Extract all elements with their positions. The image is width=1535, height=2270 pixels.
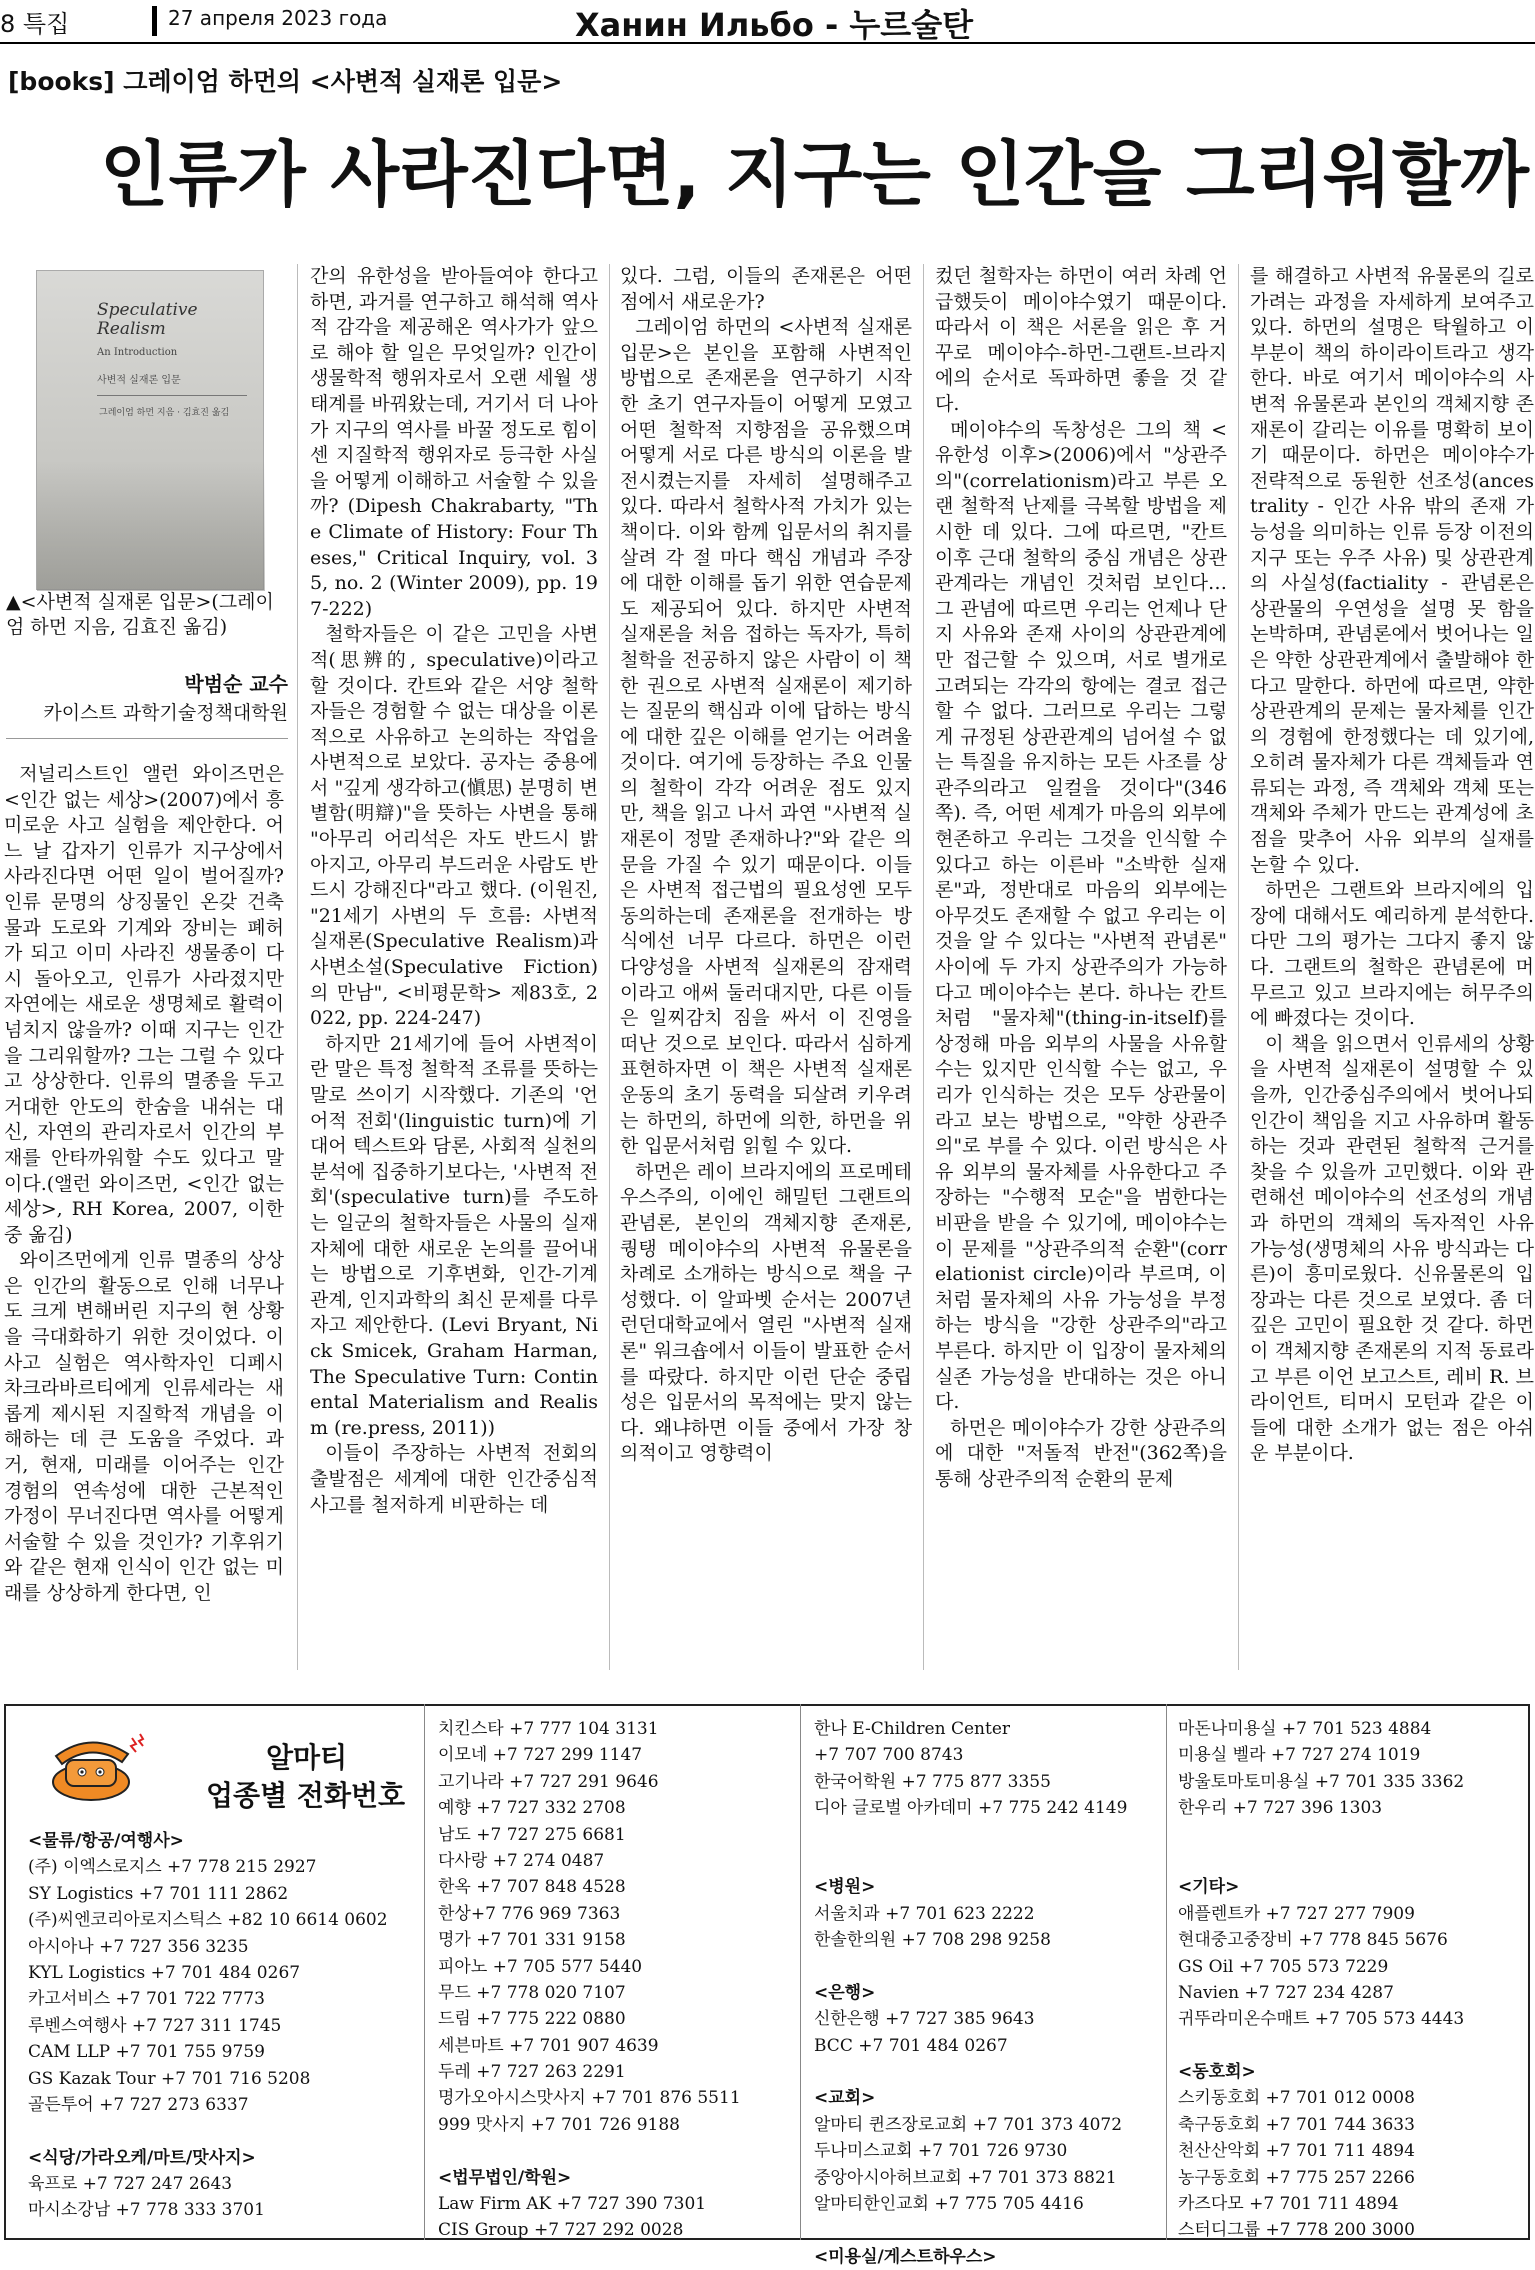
paragraph: 있다. 그럼, 이들의 존재론은 어떤 점에서 새로운가? [620, 265, 912, 313]
directory-category: <동호회> [1178, 2062, 1256, 2083]
directory-entry: 드림 +7 775 222 0880 [438, 2009, 626, 2030]
directory-divider [424, 1704, 425, 2240]
directory-entry: 한옥 +7 707 848 4528 [438, 1877, 626, 1898]
author-name: 박범순 교수 [184, 672, 288, 696]
directory-entry: +7 707 700 8743 [814, 1745, 964, 1766]
directory-spacer [1178, 1822, 1528, 1848]
page-header [0, 0, 1535, 44]
directory-entry: 스터디그룹 +7 778 200 3000 [1178, 2220, 1415, 2241]
directory-entry: 피아노 +7 705 577 5440 [438, 1956, 643, 1977]
directory-entry: KYL Logistics +7 701 484 0267 [28, 1962, 301, 1983]
article-column-1 [4, 762, 284, 1670]
directory-category: <식당/가라오케/마트/맛사지> [28, 2147, 256, 2168]
directory-entry: 치킨스타 +7 777 104 3131 [438, 1719, 659, 1739]
paragraph: 하지만 21세기에 들어 사변적이란 말은 특정 철학적 조류를 뜻하는 말로 쓰이기 시작했다. 기존의 '언어적 전회'(linguistic turn)에 기대어 텍스트와 담론, 사회적 실천의 분석에 집중하기보다는, '사변적 전회'(speculative turn)를 주도하는 일군의 철학자들은 사물의 실재 자체에 대한 새로운 논의를 끌어내는 방법으로 기후변화, 인간-기계 관계, 인지과학의 최신 문제를 다루자고 제안한다. (Levi Bryant, Nick Smicek, Graham Harman, The Speculative Turn: Continental Materialism and Realism (re.press, 2011)) [310, 1032, 598, 1439]
directory-spacer [28, 2118, 428, 2144]
paragraph: 간의 유한성을 받아들여야 한다고 하면, 과거를 연구하고 해석해 역사적 감각을 제공해온 역사가가 앞으로 해야 할 일은 무엇일까? 인간이 생물학적 행위자로서 오랜 세월 생태계를 바꿔왔는데, 거기서 더 나아가 지구의 역사를 바꿀 정도로 힘이 센 지질학적 행위자로 등극한 사실을 어떻게 이해하고 서술할 수 있을까? (Dipesh Chakrabarty, "The Climate of History: Four Theses," Critical Inquiry, vol. 35, no. 2 (Winter 2009), pp. 197-222) [310, 265, 598, 620]
directory-category: <은행> [814, 1982, 876, 2003]
directory-entry: 한우리 +7 727 396 1303 [1178, 1798, 1383, 1819]
directory-spacer [1178, 2033, 1528, 2059]
cover-title: Speculative Realism [97, 300, 198, 339]
directory-spacer [814, 2059, 1174, 2085]
paragraph: 그레이엄 하먼의 <사변적 실재론 입문>은 본인을 포함해 사변적인 방법으로 존재론을 연구하기 시작한 초기 연구자들이 어떻게 모였고 어떤 철학적 지향점을 공유했으며 어떻게 서로 다른 방식의 이론을 발전시켰는지를 자세히 설명해주고 있다. 따라서 철학사적 가치가 있는 책이다. 이와 함께 입문서의 취지를 살려 각 절 마다 핵심 개념과 주장에 대한 이해를 돕기 위한 연습문제도 제공되어 있다. 하지만 사변적 실재론을 처음 접하는 독자가, 특히 철학을 전공하지 않은 사람이 이 책 한 권으로 사변적 실재론이 제기하는 질문의 핵심과 이에 답하는 방식에 대한 깊은 이해를 얻기는 어려울 것이다. 여기에 등장하는 주요 인물의 철학이 각각 어려운 점도 있지만, 책을 읽고 나서 과연 "사변적 실재론이 정말 존재하나?"와 같은 의문을 가질 수 있기 때문이다. 이들은 사변적 접근법의 필요성엔 모두 동의하는데 존재론을 전개하는 방식에선 너무 다르다. 하먼은 이런 다양성을 사변적 실재론의 잠재력이라고 애써 둘러대지만, 다른 이들은 일찌감치 짐을 싸서 이 진영을 떠난 것으로 보인다. 따라서 심하게 표현하자면 이 책은 사변적 실재론 운동의 초기 동력을 되살려 키우려는 하먼의, 하먼에 의한, 하먼을 위한 입문서처럼 읽힐 수 있다. [620, 316, 912, 1158]
directory-title: 업종별 전화번호 [206, 1779, 406, 1812]
column-divider [1238, 264, 1239, 1670]
directory-entry: 농구동호회 +7 775 257 2266 [1178, 2167, 1415, 2188]
directory-entry: 방울토마토미용실 +7 701 335 3362 [1178, 1771, 1465, 1792]
directory-entry: 다사랑 +7 274 0487 [438, 1850, 605, 1871]
column-divider [297, 264, 298, 1670]
directory-category: <미용실/게스트하우스> [814, 2246, 997, 2267]
photo-caption: ▲<사변적 실재론 입문>(그레이엄 하먼 지음, 김효진 옮김) [6, 591, 274, 638]
directory-entry: 두레 +7 727 263 2291 [438, 2062, 626, 2083]
directory-entry: 루벤스여행사 +7 727 311 1745 [28, 2015, 282, 2036]
paragraph: 하먼은 레이 브라지에의 프로메테우스주의, 이에인 해밀턴 그랜트의 관념론, 본인의 객체지향 존재론, 퀑탱 메이야수의 사변적 유물론을 차례로 소개하는 방식으로 책을 구성했다. 이 알파벳 순서는 2007년 런던대학교에서 열린 "사변적 실재론" 워크숍에서 이들이 발표한 순서를 따랐다. 하지만 이런 단순 중립성은 입문서의 목적에는 맞지 않는다. 왜냐하면 이들 중에서 가장 창의적이고 영향력이 [620, 1160, 912, 1465]
directory-entry: 현대중고중장비 +7 778 845 5676 [1178, 1930, 1448, 1951]
directory-entry: 골든투어 +7 727 273 6337 [28, 2094, 249, 2115]
directory-entry: 세븐마트 +7 701 907 4639 [438, 2035, 659, 2056]
header-divider [152, 6, 157, 36]
book-cover-image [36, 270, 264, 590]
directory-entry: 디아 글로벌 아카데미 +7 775 242 4149 [814, 1798, 1128, 1819]
directory-entry: 미용실 벨라 +7 727 274 1019 [1178, 1745, 1421, 1766]
directory-entry: BCC +7 701 484 0267 [814, 2035, 1008, 2056]
directory-entry: (주)씨엔코리아로지스틱스 +82 10 6614 0602 [28, 1910, 388, 1931]
directory-spacer [1178, 1848, 1528, 1874]
directory-entry: 알마티한인교회 +7 775 705 4416 [814, 2194, 1084, 2215]
article-column-4 [935, 264, 1227, 1670]
directory-entry: 무드 +7 778 020 7107 [438, 1982, 626, 2003]
paragraph: 와이즈먼에게 인류 멸종의 상상은 인간의 활동으로 인해 너무나도 크게 변해버린 지구의 현 상황을 극대화하기 위한 것이었다. 이 사고 실험은 역사학자인 디페시 차크라바르티에게 인류세라는 새롭게 제시된 지질학적 개념을 이해하는 데 큰 도움을 주었다. 과거, 현재, 미래를 이어주는 인간 경험의 연속성에 대한 근본적인 가정이 무너진다면 역사를 어떻게 서술할 수 있을 것인가? 기후위기와 같은 현재 인식이 인간 없는 미래를 상상하게 한다면, 인 [4, 1249, 284, 1604]
directory-spacer [814, 1848, 1174, 1874]
directory-spacer [814, 1822, 1174, 1848]
directory-entry: 999 맛사지 +7 701 726 9188 [438, 2114, 680, 2135]
page-number: 8 특집 [0, 10, 70, 38]
directory-entry: 한솔한의원 +7 708 298 9258 [814, 1930, 1051, 1951]
cover-shadow [37, 461, 265, 591]
article-column-2 [310, 264, 598, 1670]
directory-entry: Law Firm AK +7 727 390 7301 [438, 2194, 707, 2215]
directory-entry: 카고서비스 +7 701 722 7773 [28, 1989, 265, 2010]
directory-entry: 스키동호회 +7 701 012 0008 [1178, 2088, 1415, 2109]
directory-entry: CIS Group +7 727 292 0028 [438, 2220, 684, 2241]
directory-header [26, 1714, 416, 1814]
directory-entry: GS Kazak Tour +7 701 716 5208 [28, 2068, 311, 2089]
directory-entry: 예향 +7 727 332 2708 [438, 1798, 626, 1819]
directory-entry: 신한은행 +7 727 385 9643 [814, 2009, 1035, 2030]
directory-entry: 이모네 +7 727 299 1147 [438, 1745, 643, 1766]
column-divider [923, 264, 924, 1670]
directory-entry: 한상+7 776 969 7363 [438, 1903, 621, 1924]
directory-column-3 [814, 1716, 1174, 2267]
cover-subtitle: An Introduction [97, 347, 178, 358]
directory-entry: 두나미스교회 +7 701 726 9730 [814, 2141, 1068, 2162]
author-affiliation: 카이스트 과학기술정책대학원 [43, 702, 288, 724]
directory-column-2 [438, 1716, 798, 2241]
directory-entry: CAM LLP +7 701 755 9759 [28, 2042, 265, 2063]
directory-entry: 중앙아시아허브교회 +7 701 373 8821 [814, 2167, 1117, 2188]
directory-title-city: 알마티 [266, 1741, 348, 1774]
cover-author: 그레이엄 하먼 지음 · 김효진 옮김 [99, 408, 230, 418]
directory-entry: 한국어학원 +7 775 877 3355 [814, 1771, 1051, 1792]
directory-entry: 아시아나 +7 727 356 3235 [28, 1936, 249, 1957]
directory-column-1 [28, 1828, 428, 2236]
directory-category: <법무법인/학원> [438, 2167, 572, 2188]
paragraph: 하먼은 메이야수가 강한 상관주의에 대한 "저돌적 반전"(362쪽)을 통해 상관주의적 순환의 문제 [935, 1416, 1227, 1490]
article-column-3 [620, 264, 912, 1670]
issue-date: 27 апреля 2023 года [168, 6, 388, 30]
directory-divider [1166, 1704, 1167, 2240]
directory-divider [800, 1704, 801, 2240]
cover-title-ko: 사변적 실재론 입문 [97, 375, 181, 386]
directory-entry: 남도 +7 727 275 6681 [438, 1824, 626, 1845]
paragraph: 메이야수의 독창성은 그의 책 <유한성 이후>(2006)에서 "상관주의"(correlationism)라고 부른 오랜 철학적 난제를 극복할 방법을 제시한 데 있다. 그에 따르면, "칸트 이후 근대 철학의 중심 개념은 상관관계라는 개념인 것처럼 보인다…그 관념에 따르면 우리는 언제나 단지 사유와 존재 사이의 상관관계에만 접근할 수 있으며, 서로 별개로 고려되는 각각의 항에는 결코 접근할 수 없다. 그러므로 우리는 그렇게 규정된 상관관계의 넘어설 수 없는 특질을 유지하는 모든 사조를 상관주의라고 일컬을 것이다"(346쪽). 즉, 어떤 세계가 마음의 외부에 현존하고 우리는 그것을 인식할 수 있다고 하는 이른바 "소박한 실재론"과, 정반대로 마음의 외부에는 아무것도 존재할 수 없고 우리는 이것을 알 수 있다는 "사변적 관념론" 사이에 두 가지 상관주의가 가능하다고 메이야수는 본다. 하나는 칸트처럼 "물자체"(thing-in-itself)를 상정해 마음 외부의 사물을 사유할 수는 있지만 인식할 수는 없고, 우리가 인식하는 것은 모두 상관물이라고 보는 방법으로, "약한 상관주의"로 부를 수 있다. 이런 방식은 사유 외부의 물자체를 사유한다고 주장하는 "수행적 모순"을 범한다는 비판을 받을 수 있기에, 메이야수는 이 문제를 "상관주의적 순환"(correlationist circle)이라 부르며, 이처럼 물자체의 사유 가능성을 부정하는 방식을 "강한 상관주의"라고 부른다. 하지만 이 입장이 물자체의 실존 가능성을 반대하는 것은 아니다. [935, 418, 1227, 1414]
paragraph: 철학자들은 이 같은 고민을 사변적(思辨的, speculative)이라고 할 것이다. 칸트와 같은 서양 철학자들은 경험할 수 없는 대상을 이론적으로 사유하고 논의하는 작업을 사변적으로 보았다. 공자는 중용에서 "깊게 생각하고(愼思) 분명히 변별함(明辯)"을 뜻하는 사변을 통해 "아무리 어리석은 자도 반드시 밝아지고, 아무리 부드러운 사람도 반드시 강해진다"라고 했다. (이원진, "21세기 사변의 두 흐름: 사변적 실재론(Speculative Realism)과 사변소설(Speculative Fiction)의 만남", <비평문학> 제83호, 2022, pp. 224-247) [310, 623, 598, 1030]
directory-entry: 육프로 +7 727 247 2643 [28, 2174, 233, 2195]
directory-entry: 명가오아시스맛사지 +7 701 876 5511 [438, 2088, 741, 2109]
directory-category: <물류/항공/여행사> [28, 1831, 184, 1851]
directory-entry: 서울치과 +7 701 623 2222 [814, 1903, 1035, 1924]
directory-entry: 애플렌트카 +7 727 277 7909 [1178, 1903, 1415, 1924]
directory-entry: 귀뚜라미온수매트 +7 705 573 4443 [1178, 2009, 1465, 2030]
paragraph: 이들이 주장하는 사변적 전회의 출발점은 세계에 대한 인간중심적 사고를 철저하게 비판하는 데 [310, 1442, 598, 1516]
directory-entry: 알마티 퀸즈장로교회 +7 701 373 4072 [814, 2114, 1123, 2135]
directory-category: <기타> [1178, 1877, 1240, 1898]
directory-entry: SY Logistics +7 701 111 2862 [28, 1883, 289, 1904]
paragraph: 를 해결하고 사변적 유물론의 길로 가려는 과정을 자세하게 보여주고 있다. 하먼의 설명은 탁월하고 이 부분이 책의 하이라이트라고 생각한다. 바로 여기서 메이야수의 사변적 유물론과 본인의 객체지향 존재론이 갈리는 이유를 명확히 보이기 때문이다. 하먼은 메이야수가 전략적으로 동원한 선조성(ancestrality - 인간 사유 밖의 존재 가능성을 의미하는 인류 등장 이전의 지구 또는 우주 사유) 및 상관관계의 사실성(factiality - 관념론은 상관물의 우연성을 설명 못 함을 논박하며, 관념론에서 벗어나는 일은 약한 상관관계에서 출발해야 한다고 말한다. 하먼에 따르면, 약한 상관관계의 문제는 물자체를 인간의 경험에 한정했다는 데 있기에, 오히려 물자체가 다른 객체들과 연류되는 과정, 즉 객체와 객체 또는 객체와 주체가 만드는 관계성에 초점을 맞추어 사유 외부의 실재를 논할 수 있다. [1250, 265, 1534, 876]
column-divider [609, 264, 610, 1670]
directory-entry: (주) 이엑스로지스 +7 778 215 2927 [28, 1857, 317, 1878]
phone-mascot-icon [36, 1730, 146, 1804]
directory-column-4 [1178, 1716, 1528, 2241]
directory-entry: 카즈다모 +7 701 711 4894 [1178, 2194, 1399, 2215]
paragraph: 하먼은 그랜트와 브라지에의 입장에 대해서도 예리하게 분석한다. 다만 그의 평가는 그다지 좋지 않다. 그랜트의 철학은 관념론에 머무르고 있고 브라지에는 허무주의에 빠졌다는 것이다. [1250, 879, 1534, 1030]
article-kicker: [books] 그레이엄 하먼의 <사변적 실재론 입문> [8, 67, 563, 96]
byline-rule [6, 738, 288, 739]
directory-entry: GS Oil +7 705 573 7229 [1178, 1956, 1389, 1977]
directory-spacer [814, 1954, 1174, 1980]
directory-entry: Navien +7 727 234 4287 [1178, 1982, 1394, 2003]
article-column-5 [1250, 264, 1534, 1670]
directory-entry: 축구동호회 +7 701 744 3633 [1178, 2114, 1415, 2135]
paragraph: 저널리스트인 앨런 와이즈먼은 <인간 없는 세상>(2007)에서 흥미로운 사고 실험을 제안한다. 어느 날 갑자기 인류가 지구상에서 사라진다면 어떤 일이 벌어질까? 인류 문명의 상징물인 온갖 건축물과 도로와 기계와 장비는 폐허가 되고 이미 사라진 생물종이 다시 돌아오고, 인류가 사라졌지만 자연에는 새로운 생명체로 활력이 넘치지 않을까? 이때 지구는 인간을 그리워할까? 그는 그럴 수 있다고 상상한다. 인류의 멸종을 두고 거대한 안도의 한숨을 내쉬는 대신, 자연의 관리자로서 인간의 부재를 안타까워할 수도 있다고 말이다.(앨런 와이즈먼, <인간 없는 세상>, RH Korea, 2007, 이한중 옮김) [4, 763, 284, 1246]
directory-entry: 고기나라 +7 727 291 9646 [438, 1771, 659, 1792]
directory-entry: 마돈나미용실 +7 701 523 4884 [1178, 1719, 1432, 1739]
directory-entry: 한나 E-Children Center [814, 1719, 1011, 1739]
directory-spacer [438, 2138, 798, 2164]
newspaper-name: Ханин Ильбо - 누르술탄 [575, 6, 974, 44]
directory-category: <교회> [814, 2088, 876, 2109]
article-headline: 인류가 사라진다면, 지구는 인간을 그리워할까 [100, 133, 1529, 216]
phone-directory [4, 1704, 1530, 2267]
paragraph: 컸던 철학자는 하먼이 여러 차례 언급했듯이 메이야수였기 때문이다. 따라서 이 책은 서론을 읽은 후 거꾸로 메이야수-하먼-그랜트-브라지에의 순서로 독파하면 좋을 것 같다. [935, 265, 1227, 415]
directory-entry: 명가 +7 701 331 9158 [438, 1930, 626, 1951]
directory-category: <병원> [814, 1877, 876, 1898]
paragraph: 이 책을 읽으면서 인류세의 상황을 사변적 실재론이 설명할 수 있을까, 인간중심주의에서 벗어나되 인간이 책임을 지고 사유하며 활동하는 것과 관련된 철학적 근거를 찾을 수 있을까 고민했다. 이와 관련해선 메이야수의 선조성의 개념과 하먼의 객체의 독자적인 사유 가능성(생명체의 사유 방식과는 다른)이 흥미로웠다. 신유물론의 입장과는 다른 것으로 보였다. 좀 더 깊은 고민이 필요한 것 같다. 하먼이 객체지향 존재론의 지적 동료라고 부른 이언 보고스트, 레비 R. 브라이언트, 티머시 모턴과 같은 이들에 대한 소개가 없는 점은 아쉬운 부분이다. [1250, 1032, 1534, 1465]
directory-spacer [814, 2217, 1174, 2243]
directory-entry: 천산산악회 +7 701 711 4894 [1178, 2141, 1415, 2162]
directory-entry: 마시소강남 +7 778 333 3701 [28, 2200, 265, 2221]
cover-rule [97, 395, 247, 396]
